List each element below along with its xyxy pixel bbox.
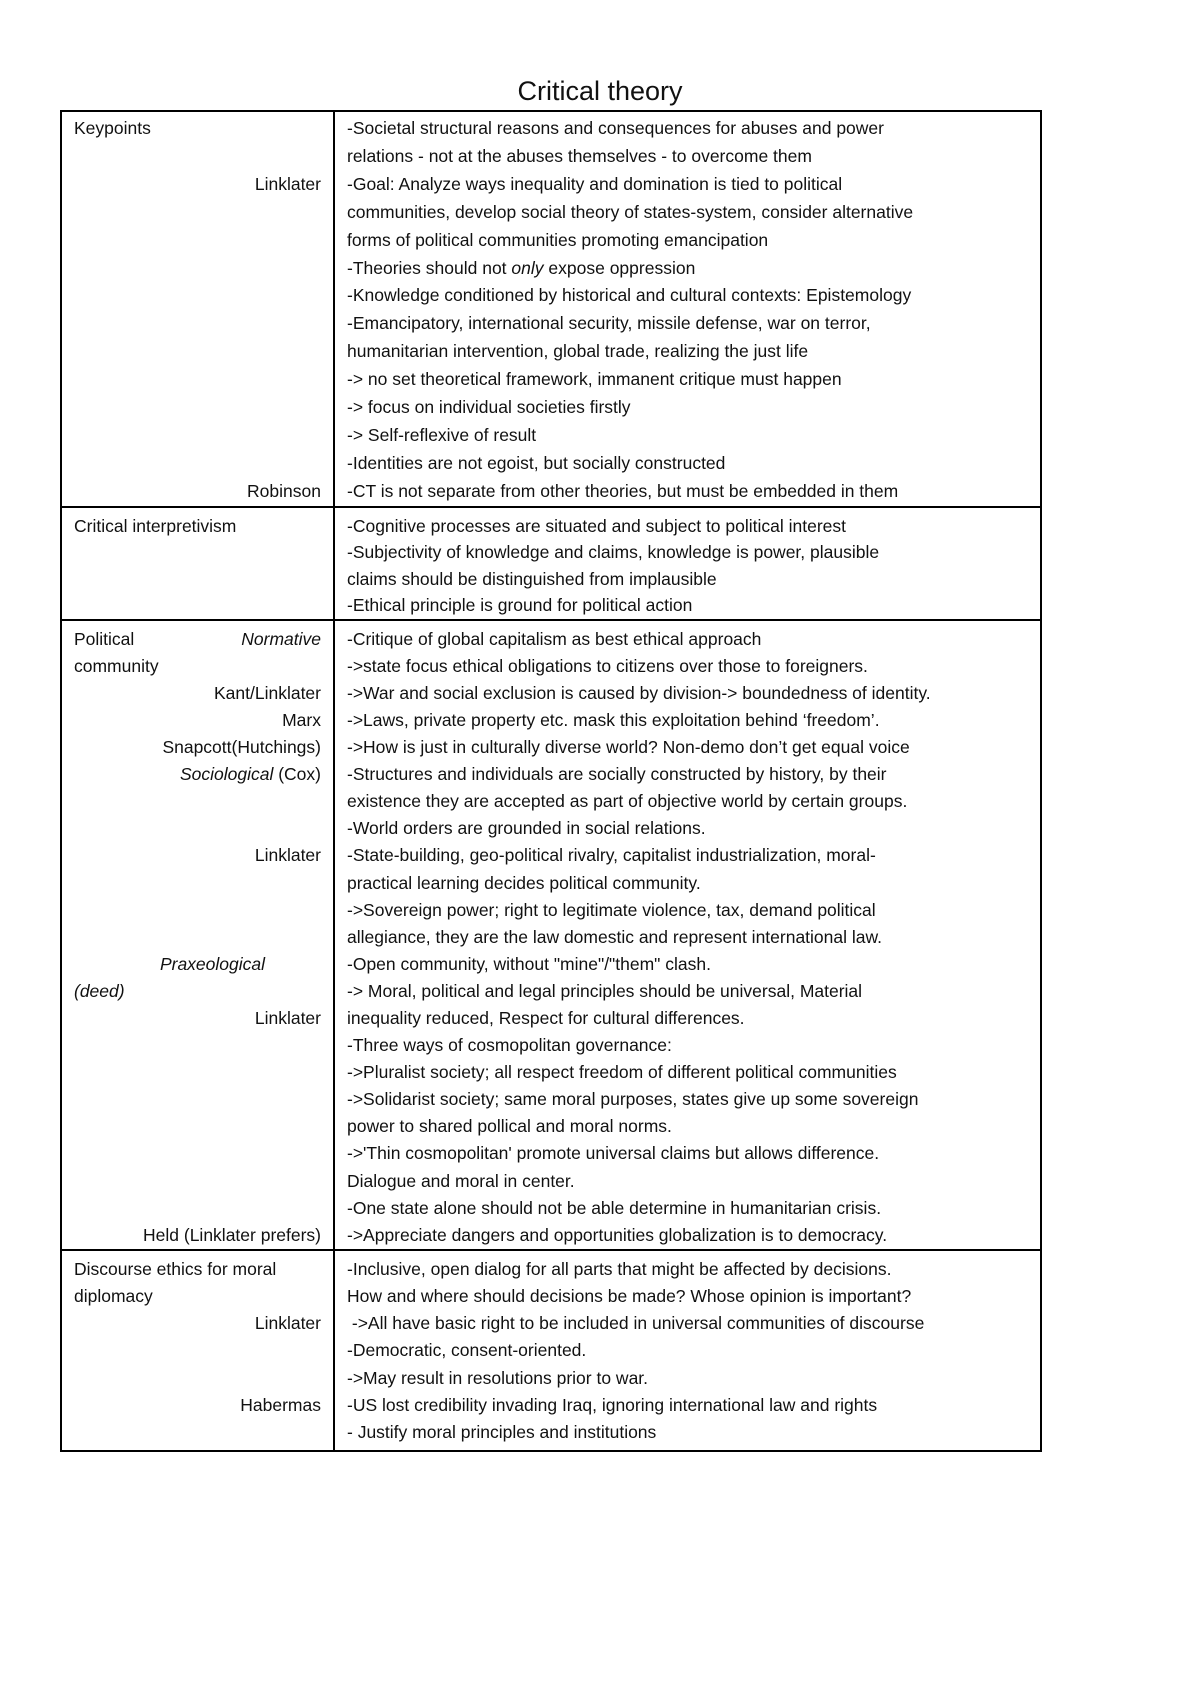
note-line: -Critique of global capitalism as best ethical approach (347, 628, 762, 649)
note-line: -> no set theoretical framework, immanent critique must happen (347, 369, 842, 390)
label-linklater: Linklater (254, 1008, 321, 1028)
note-line: -Identities are not egoist, but socially constructed (347, 452, 726, 473)
note-line: -US lost credibility invading Iraq, ignoring international law and rights (347, 1394, 878, 1415)
note-line: existence they are accepted as part of objective world by certain groups. (347, 791, 908, 812)
notes-table (60, 110, 1042, 1452)
label-critical-interpretivism: Critical interpretivism (74, 515, 237, 536)
note-line: ->Laws, private property etc. mask this exploitation behind ‘freedom’. (347, 709, 880, 730)
note-line: inequality reduced, Respect for cultural differences. (347, 1008, 745, 1028)
label-snapcott: Snapcott(Hutchings) (162, 737, 321, 758)
note-line: -Goal: Analyze ways inequality and domination is tied to political (347, 173, 843, 194)
label-linklater: Linklater (254, 173, 321, 194)
label-discourse-ethics: Discourse ethics for moral (74, 1258, 277, 1279)
note-line: communities, develop social theory of states-system, consider alternative (347, 201, 914, 222)
note-line: power to shared pollical and moral norms. (347, 1116, 672, 1137)
note-line: How and where should decisions be made? Whose opinion is important? (347, 1286, 912, 1307)
note-line: Dialogue and moral in center. (347, 1170, 575, 1191)
label-keypoints: Keypoints (74, 118, 151, 138)
emphasis-only: only (511, 257, 544, 278)
note-line: humanitarian intervention, global trade, realizing the just life (347, 341, 809, 362)
note-line: allegiance, they are the law domestic and represent international law. (347, 926, 883, 947)
note-line: ->Solidarist society; same moral purposes, states give up some sovereign (347, 1089, 919, 1110)
note-line: relations - not at the abuses themselves - to overcome them (347, 145, 812, 166)
section-discourse-ethics-labels (62, 1251, 335, 1450)
note-line: ->Sovereign power; right to legitimate violence, tax, demand political (347, 899, 876, 920)
note-line: -Open community, without "mine"/"them" clash. (347, 953, 711, 974)
label-held: Held (Linklater prefers) (143, 1224, 321, 1245)
section-keypoints-notes (335, 112, 1040, 506)
label-robinson: Robinson (247, 480, 321, 501)
section-political-community-notes (335, 621, 1040, 1249)
note-line: -One state alone should not be able determine in humanitarian crisis. (347, 1197, 882, 1218)
note-line: ->Appreciate dangers and opportunities globalization is to democracy. (347, 1224, 888, 1245)
label-praxeological: Praxeological (159, 953, 265, 974)
section-political-community-labels (62, 621, 335, 1249)
label-normative: Normative (241, 628, 321, 649)
note-line: -> Moral, political and legal principles should be universal, Material (347, 980, 863, 1001)
note-line: -Theories should not only expose oppression (347, 257, 696, 278)
section-keypoints (62, 112, 1040, 506)
note-line: claims should be distinguished from implausible (347, 568, 717, 589)
section-keypoints-labels (62, 112, 335, 506)
section-political-community (62, 619, 1040, 1249)
note-line: -State-building, geo-political rivalry, capitalist industrialization, moral- (347, 845, 876, 866)
note-line: -Societal structural reasons and consequences for abuses and power (347, 118, 884, 138)
section-critical-interpretivism (62, 506, 1040, 619)
section-discourse-ethics (62, 1249, 1040, 1450)
note-line: -Emancipatory, international security, missile defense, war on terror, (347, 313, 871, 334)
note-line: -Ethical principle is ground for political action (347, 595, 693, 616)
note-line: -CT is not separate from other theories, but must be embedded in them (347, 480, 899, 501)
note-line: ->War and social exclusion is caused by division-> boundedness of identity. (347, 682, 931, 703)
label-kant-linklater: Kant/Linklater (213, 682, 321, 703)
note-line: - Justify moral principles and institutions (347, 1422, 657, 1443)
note-line: forms of political communities promoting emancipation (347, 229, 769, 250)
note-line: -Structures and individuals are socially constructed by history, by their (347, 764, 887, 785)
note-line: -Subjectivity of knowledge and claims, knowledge is power, plausible (347, 542, 880, 563)
label-cox: (Cox) (278, 764, 321, 785)
page-title: Critical theory (517, 76, 683, 106)
note-line: -Knowledge conditioned by historical and cultural contexts: Epistemology (347, 285, 912, 306)
label-deed: (deed) (74, 980, 125, 1001)
section-critical-interpretivism-notes (335, 508, 1040, 619)
note-line: -Inclusive, open dialog for all parts that might be affected by decisions. (347, 1258, 892, 1279)
note-line: -> focus on individual societies firstly (347, 397, 631, 418)
note-line: -Democratic, consent-oriented. (347, 1340, 587, 1361)
label-habermas: Habermas (240, 1394, 321, 1415)
note-line: -World orders are grounded in social relations. (347, 818, 706, 839)
section-critical-interpretivism-labels (62, 508, 335, 619)
note-line: -Three ways of cosmopolitan governance: (347, 1035, 672, 1056)
label-diplomacy: diplomacy (74, 1286, 153, 1307)
note-line: ->How is just in culturally diverse world? Non-demo don’t get equal voice (347, 737, 910, 758)
note-line: -Cognitive processes are situated and subject to political interest (347, 515, 847, 536)
label-linklater: Linklater (254, 845, 321, 866)
label-sociological: Sociological (179, 764, 274, 785)
note-line: ->All have basic right to be included in universal communities of discourse (347, 1313, 925, 1334)
note-line: practical learning decides political community. (347, 872, 701, 893)
note-line: ->May result in resolutions prior to war. (347, 1367, 649, 1388)
label-community: community (74, 655, 159, 676)
label-marx: Marx (282, 709, 321, 730)
label-linklater: Linklater (254, 1313, 321, 1334)
section-discourse-ethics-notes (335, 1251, 1040, 1450)
note-line: ->'Thin cosmopolitan' promote universal claims but allows difference. (347, 1143, 880, 1164)
note-line: -> Self-reflexive of result (347, 424, 537, 445)
note-line: ->Pluralist society; all respect freedom of different political communities (347, 1062, 897, 1083)
label-political: Political (74, 628, 135, 649)
note-line: ->state focus ethical obligations to citizens over those to foreigners. (347, 655, 868, 676)
